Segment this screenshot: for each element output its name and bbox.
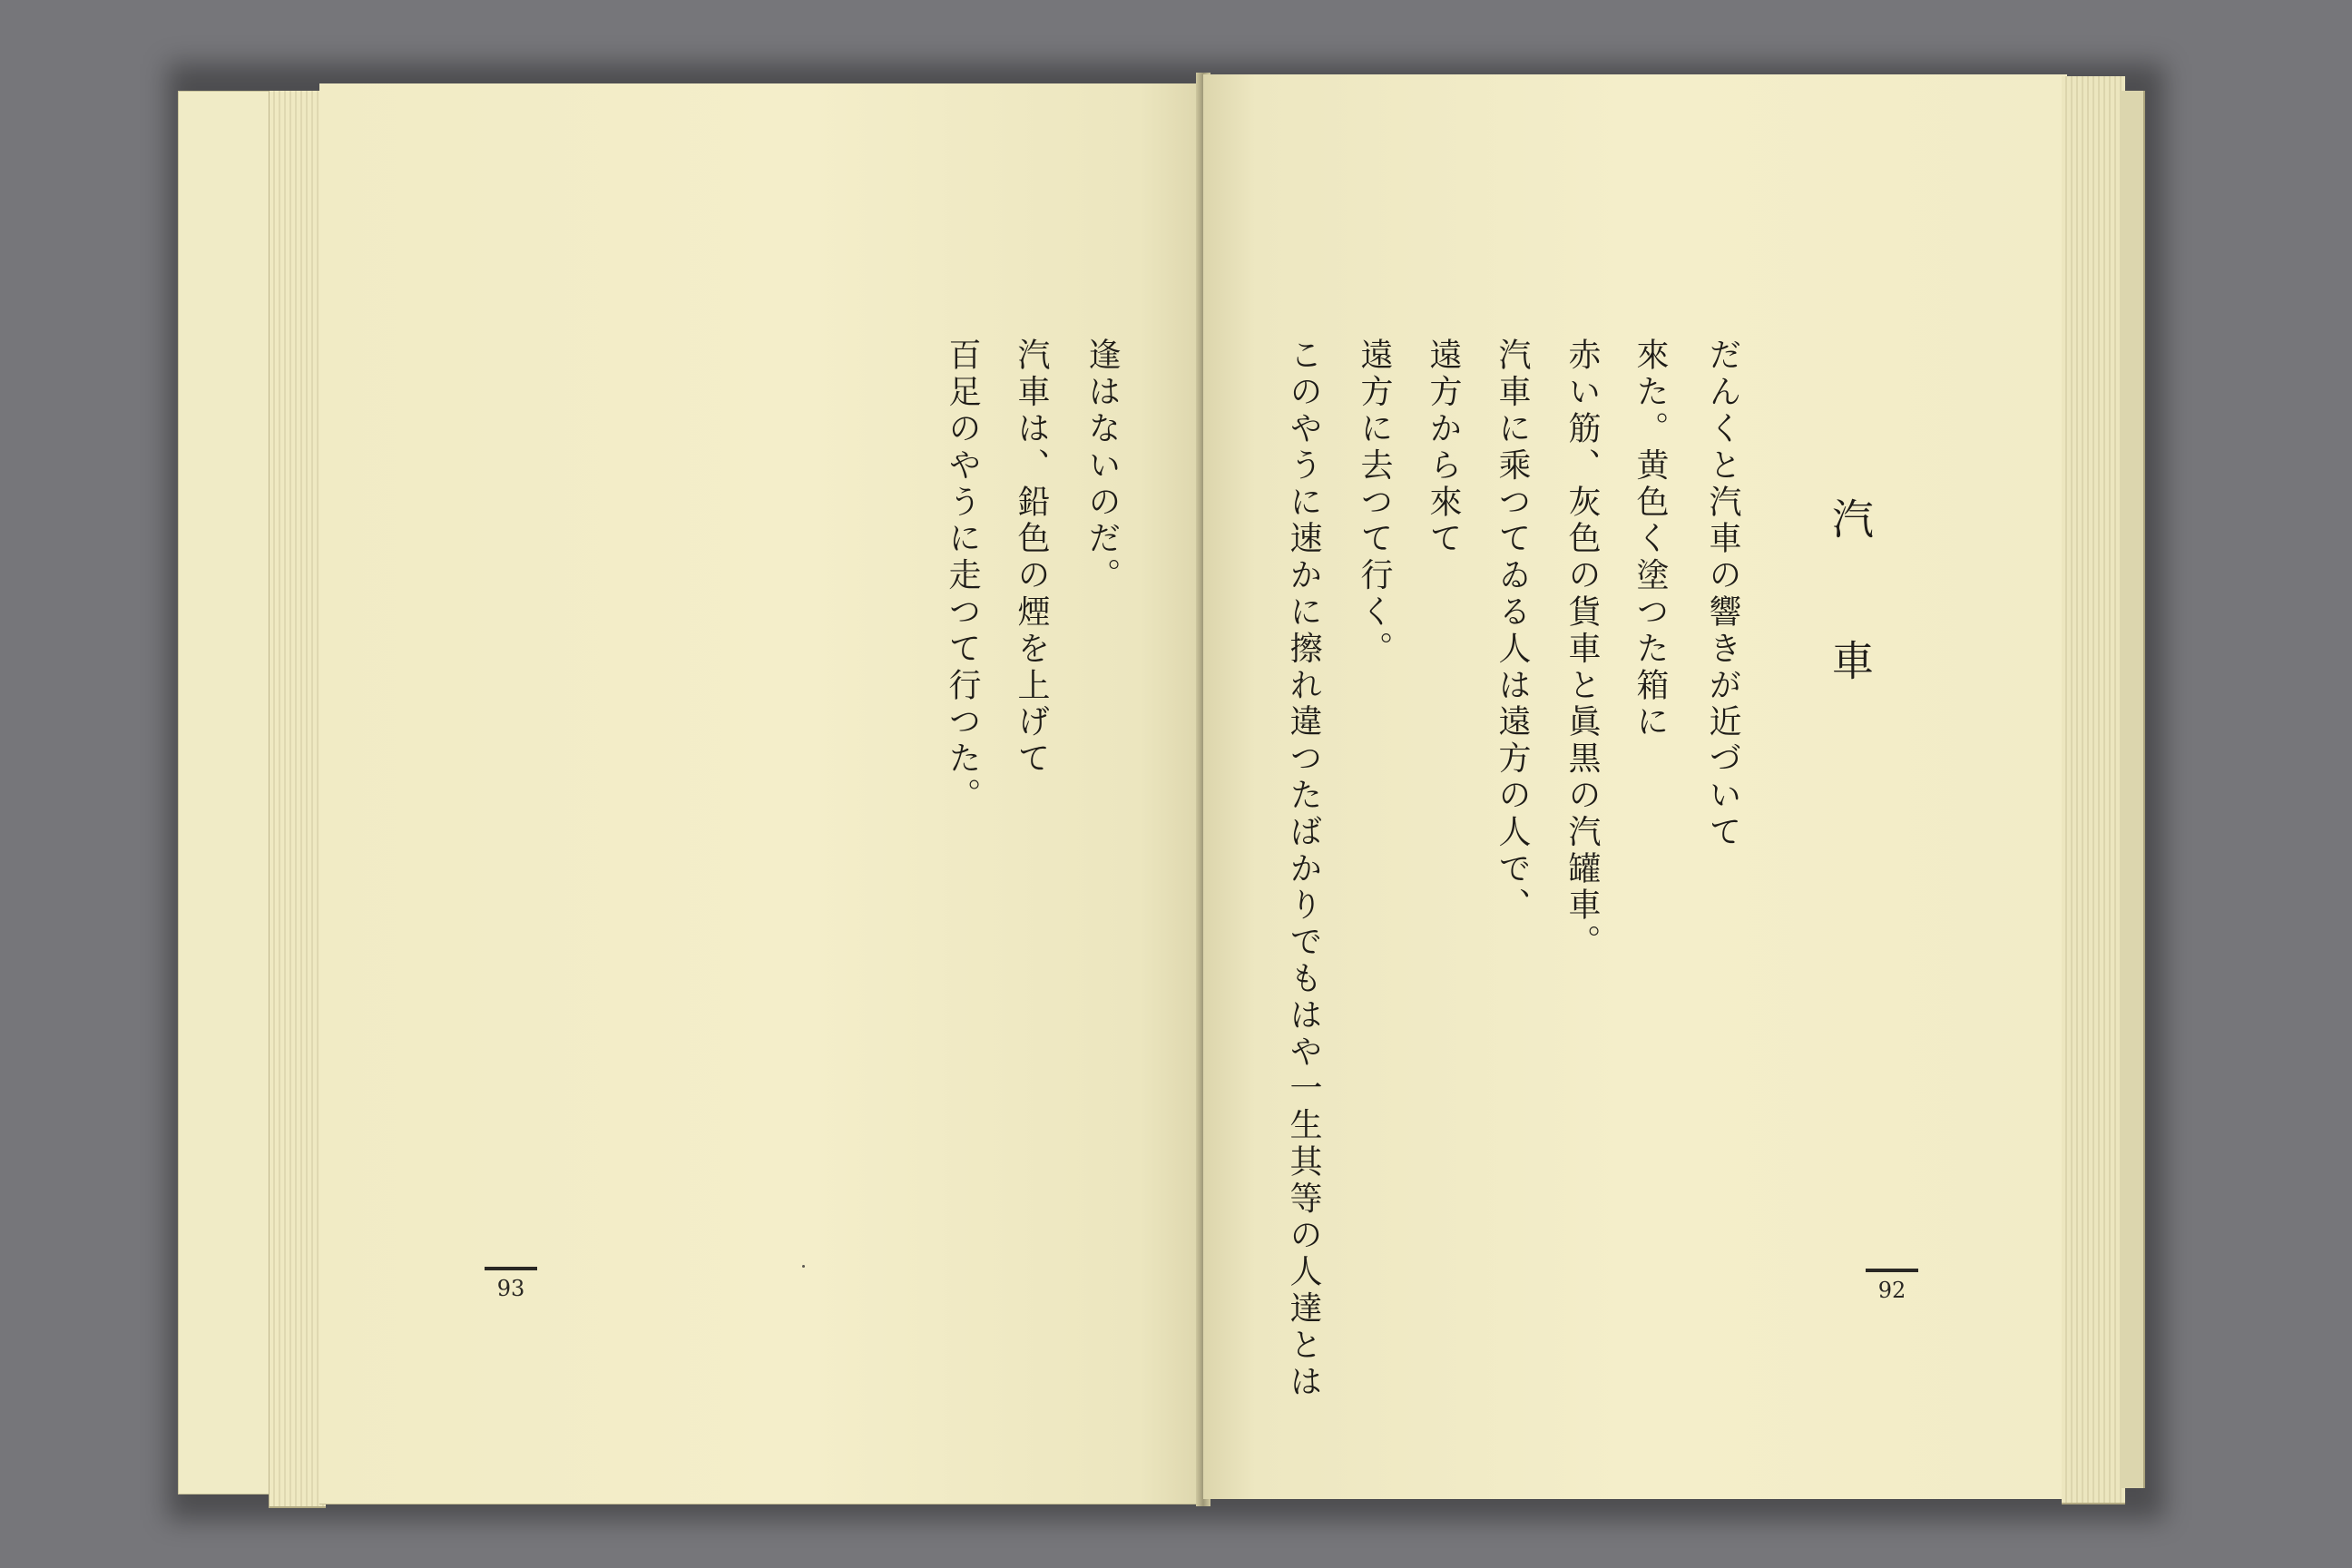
page-number-left: 93 xyxy=(496,1276,525,1301)
front-cover-edge xyxy=(2120,91,2145,1488)
paper-speck xyxy=(802,1265,805,1268)
poem-line-1: だんくと汽車の響きが近づいて xyxy=(1704,338,1741,851)
page-number-right: 92 xyxy=(1877,1278,1906,1303)
page-number-rule-left xyxy=(485,1267,537,1270)
poem-line-10: 百足のやうに走つて行つた。 xyxy=(944,338,981,815)
poem-line-3: 赤い筋、灰色の貨車と眞黒の汽罐車。 xyxy=(1563,338,1601,961)
right-page xyxy=(1203,74,2067,1499)
poem-line-5: 遠方から來て xyxy=(1425,338,1462,558)
poem-line-9: 汽車は、鉛色の煙を上げて xyxy=(1013,338,1050,778)
left-page xyxy=(319,83,1201,1504)
left-page-stack xyxy=(269,91,326,1508)
poem-line-8: 逢はないのだ。 xyxy=(1083,338,1121,594)
page-number-rule-right xyxy=(1866,1269,1918,1272)
poem-title: 汽車 xyxy=(1826,497,1875,780)
poem-line-7: このやうに速かに擦れ違つたばかりでもはや一生其等の人達とは xyxy=(1285,338,1322,1401)
poem-line-6: 遠方に去つて行く。 xyxy=(1356,338,1393,668)
poem-line-2: 來た。黄色く塗つた箱に xyxy=(1632,338,1669,741)
right-page-stack xyxy=(2062,76,2125,1504)
poem-line-4: 汽車に乘つてゐる人は遠方の人で、 xyxy=(1494,338,1531,925)
